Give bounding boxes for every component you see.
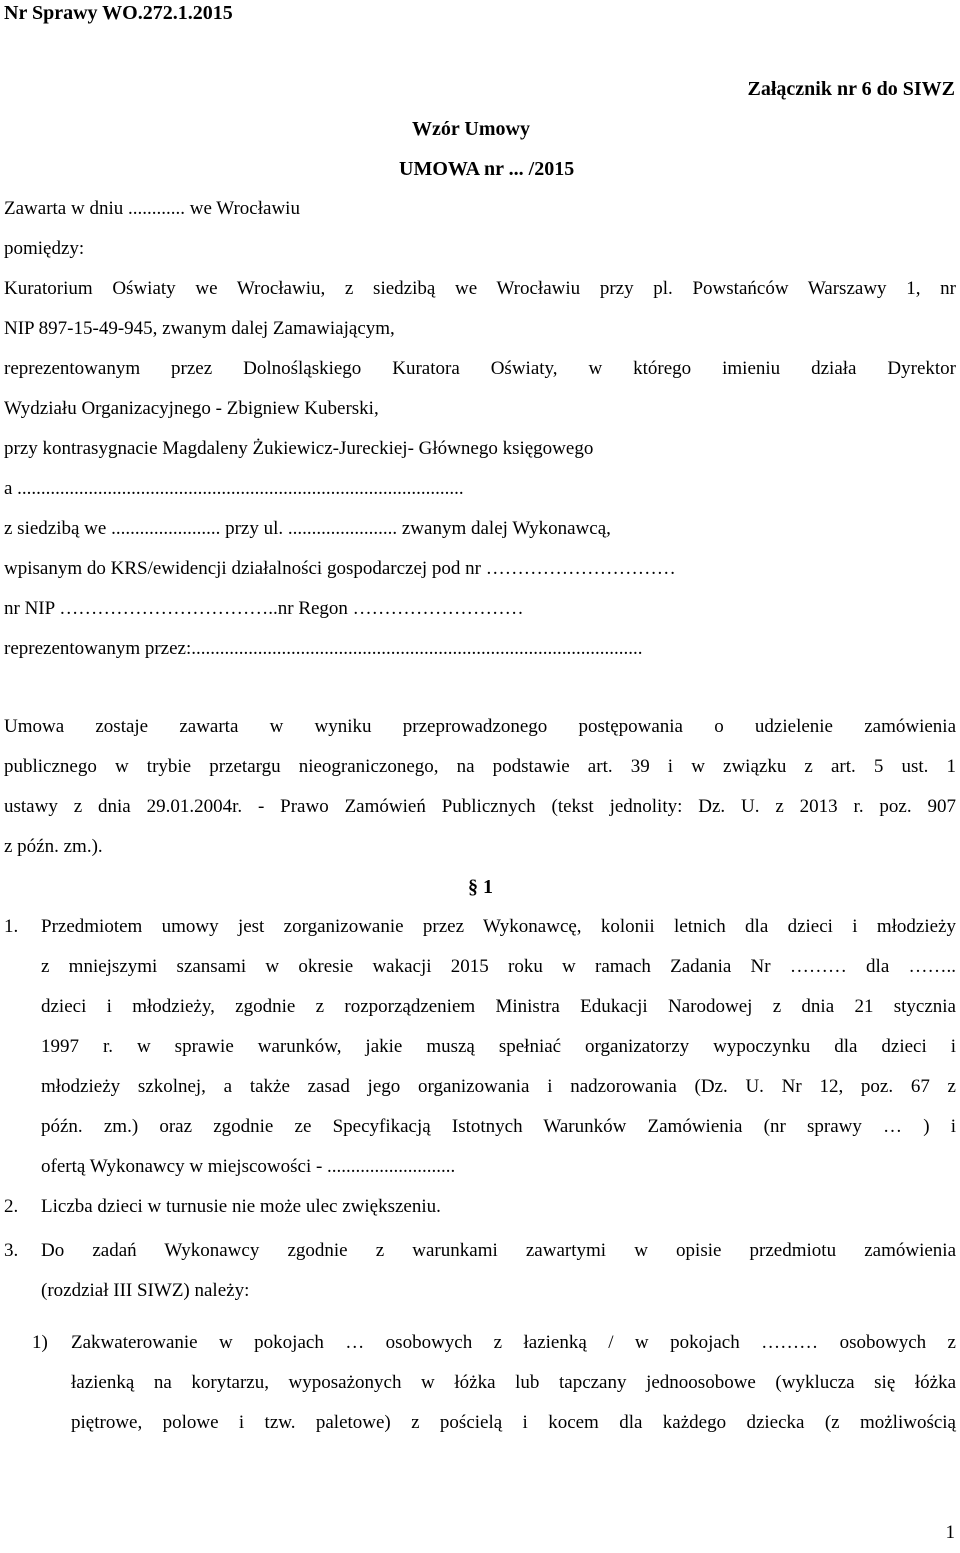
item-2-line-1: Liczba dzieci w turnusie nie może ulec zwiększeniu. <box>41 1196 441 1217</box>
party2-line-4: nr NIP ……………………………..nr Regon ……………………… <box>4 598 524 619</box>
item-1-line-6: późn. zm.) oraz zgodnie ze Specyfikacją Istotnych Warunków Zamówienia (nr sprawy … ) i <box>41 1116 956 1137</box>
preamble-line-1: Umowa zostaje zawarta w wyniku przeprowadzonego postępowania o udzielenie zamówienia <box>4 716 956 737</box>
subitem-1-line-3: piętrowe, polowe i tzw. paletowe) z pościelą i kocem dla każdego dziecka (z możliwością <box>71 1412 956 1433</box>
item-1-line-1: Przedmiotem umowy jest zorganizowanie przez Wykonawcę, kolonii letnich dla dzieci i młodzieży <box>41 916 956 937</box>
party1-line-2: NIP 897-15-49-945, zwanym dalej Zamawiającym, <box>4 318 395 339</box>
case-number: Nr Sprawy WO.272.1.2015 <box>4 2 233 24</box>
subitem-1-number: 1) <box>32 1332 48 1353</box>
party2-line-1: a .............................................................................................. <box>4 478 464 499</box>
party2-line-3: wpisanym do KRS/ewidencji działalności gospodarczej pod nr ………………………… <box>4 558 676 579</box>
subitem-1-line-2: łazienką na korytarzu, wyposażonych w łóżka lub tapczany jednoosobowe (wyklucza się łóżka <box>71 1372 956 1393</box>
item-1-line-2: z mniejszymi szansami w okresie wakacji 2015 roku w ramach Zadania Nr ……… dla …….. <box>41 956 956 977</box>
item-3-line-2: (rozdział III SIWZ) należy: <box>41 1280 250 1301</box>
concluded-line: Zawarta w dniu ............ we Wrocławiu <box>4 198 300 219</box>
item-1-line-3: dzieci i młodzieży, zgodnie z rozporządzeniem Ministra Edukacji Narodowej z dnia 21 stycznia <box>41 996 956 1017</box>
between-label: pomiędzy: <box>4 238 85 259</box>
attachment-label: Załącznik nr 6 do SIWZ <box>747 78 955 100</box>
preamble-line-4: z późn. zm.). <box>4 836 103 857</box>
party1-line-1: Kuratorium Oświaty we Wrocławiu, z siedzibą we Wrocławiu przy pl. Powstańców Warszawy 1, nr <box>4 278 956 299</box>
item-1-line-5: młodzieży szkolnej, a także zasad jego organizowania i nadzorowania (Dz. U. Nr 12, poz. 67 z <box>41 1076 956 1097</box>
item-3-number: 3. <box>4 1240 19 1261</box>
contract-title: UMOWA nr ... /2015 <box>399 158 575 180</box>
section-heading: § 1 <box>468 876 493 898</box>
party2-line-5: reprezentowanym przez:............................................................................................... <box>4 638 643 659</box>
party1-line-3: reprezentowanym przez Dolnośląskiego Kuratora Oświaty, w którego imieniu działa Dyrektor <box>4 358 956 379</box>
item-1-number: 1. <box>4 916 19 937</box>
subitem-1-line-1: Zakwaterowanie w pokojach … osobowych z łazienką / w pokojach ……… osobowych z <box>71 1332 956 1353</box>
party1-line-5: przy kontrasygnacie Magdaleny Żukiewicz-Jureckiej- Głównego księgowego <box>4 438 594 459</box>
item-3-line-1: Do zadań Wykonawcy zgodnie z warunkami zawartymi w opisie przedmiotu zamówienia <box>41 1240 956 1261</box>
party2-line-2: z siedzibą we ....................... przy ul. ....................... zwanym dalej Wykonawcą, <box>4 518 611 539</box>
template-title: Wzór Umowy <box>412 118 530 140</box>
preamble-line-2: publicznego w trybie przetargu nieograniczonego, na podstawie art. 39 i w związku z art. 5 ust. 1 <box>4 756 956 777</box>
item-2-number: 2. <box>4 1196 19 1217</box>
page-number: 1 <box>945 1522 955 1543</box>
party1-line-4: Wydziału Organizacyjnego - Zbigniew Kuberski, <box>4 398 379 419</box>
item-1-line-7: ofertą Wykonawcy w miejscowości - ........................... <box>41 1156 456 1177</box>
preamble-line-3: ustawy z dnia 29.01.2004r. - Prawo Zamówień Publicznych (tekst jednolity: Dz. U. z 2013 r. poz. 907 <box>4 796 956 817</box>
item-1-line-4: 1997 r. w sprawie warunków, jakie muszą spełniać organizatorzy wypoczynku dla dzieci i <box>41 1036 956 1057</box>
